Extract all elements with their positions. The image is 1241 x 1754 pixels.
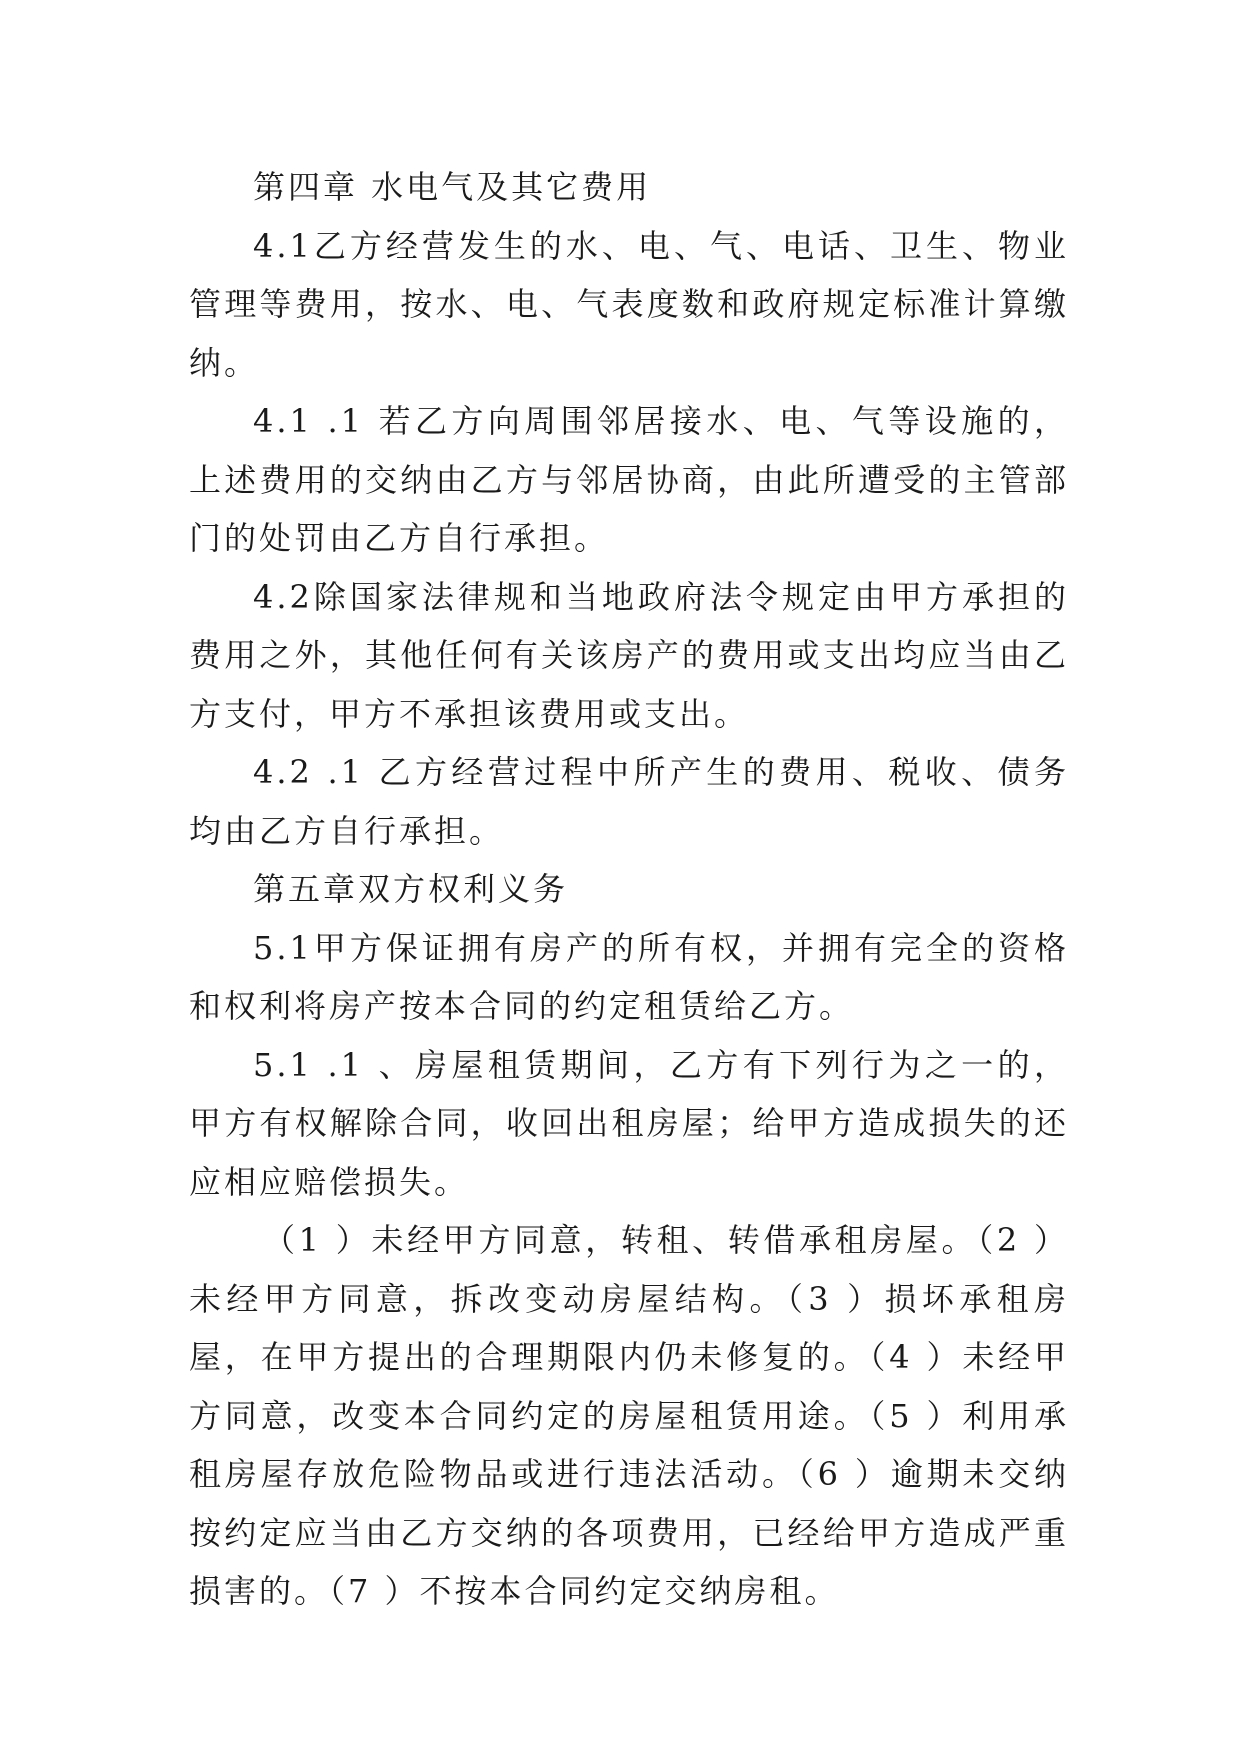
clause-4-1-1: 4.1 .1 若乙方向周围邻居接水、电、气等设施的，上述费用的交纳由乙方与邻居协商，由此所遭受的主管部门的处罚由乙方自行承担。 (189, 402, 1069, 557)
violation-list: （1 ）未经甲方同意，转租、转借承租房屋。（2 ）未经甲方同意，拆改变动房屋结构。（3 ）损坏承租房屋，在甲方提出的合理期限内仍未修复的。（4 ）未经甲方同意，改变本合同约定的房屋租赁用途。（5 ）利用承租房屋存放危险物品或进行违法活动。（6 ）逾期未交纳按约定应当由乙方交纳的各项费用，已经给甲方造成严重损害的。（7 ）不按本合同约定交纳房租。 (189, 1221, 1069, 1610)
chapter-4-heading: 第四章 水电气及其它费用 (253, 168, 652, 206)
clause-5-1-1: 5.1 .1 、房屋租赁期间，乙方有下列行为之一的，甲方有权解除合同，收回出租房屋；给甲方造成损失的还应相应赔偿损失。 (189, 1045, 1069, 1201)
clause-5-1: 5.1甲方保证拥有房产的所有权，并拥有完全的资格和权利将房产按本合同的约定租赁给乙方。 (189, 928, 1069, 1025)
chapter-5-heading: 第五章双方权利义务 (253, 870, 569, 908)
clause-4-1: 4.1乙方经营发生的水、电、气、电话、卫生、物业管理等费用，按水、电、气表度数和政府规定标准计算缴纳。 (189, 226, 1069, 382)
clause-4-2-1: 4.2 .1 乙方经营过程中所产生的费用、税收、债务均由乙方自行承担。 (189, 753, 1069, 850)
clause-4-2: 4.2除国家法律规和当地政府法令规定由甲方承担的费用之外，其他任何有关该房产的费用或支出均应当由乙方支付，甲方不承担该费用或支出。 (189, 577, 1069, 733)
document-body (189, 158, 1069, 1621)
